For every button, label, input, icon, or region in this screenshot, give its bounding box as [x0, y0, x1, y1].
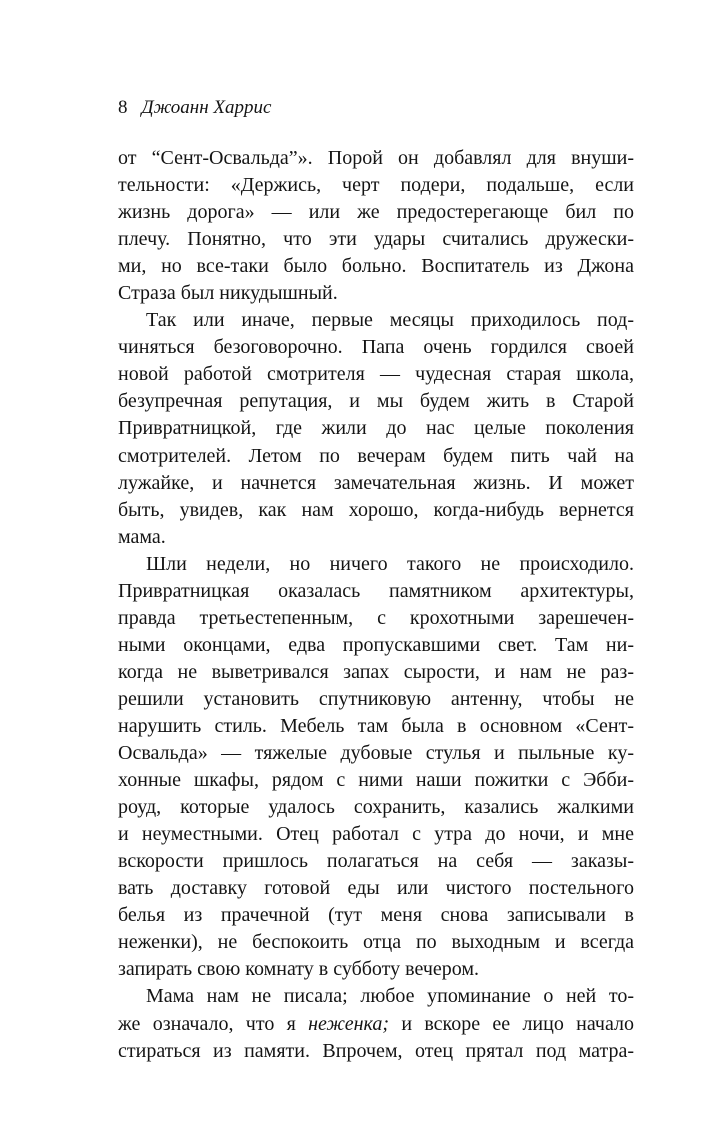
text-segment: вскорости пришлось полагаться на себя — заказы-: [118, 850, 634, 873]
text-line: [118, 415, 634, 442]
text-segment: плечу. Понятно, что эти удары считались дружески-: [118, 228, 634, 251]
text-line: [118, 145, 634, 172]
italic-text: неженка;: [308, 1012, 390, 1035]
text-segment: безупречная репутация, и мы будем жить в Старой: [118, 390, 634, 413]
text-segment: белья из прачечной (тут меня снова записывали в: [118, 904, 634, 927]
text-segment: стираться из памяти. Впрочем, отец прятал под матра-: [118, 1039, 634, 1062]
text-line: [118, 470, 634, 497]
text-segment: Страза был никудышный.: [118, 282, 338, 305]
text-line: [118, 659, 634, 686]
text-line: [118, 497, 634, 524]
text-segment: жизнь дорога» — или же предостерегающе бил по: [118, 201, 634, 224]
text-line: [118, 605, 634, 632]
text-segment: роуд, которые удалось сохранить, казались жалкими: [118, 796, 634, 819]
text-line: [118, 821, 634, 848]
text-line: [118, 983, 634, 1010]
text-line: [118, 199, 634, 226]
text-segment: хонные шкафы, рядом с ними наши пожитки с Эбби-: [118, 769, 634, 792]
text-line: [118, 767, 634, 794]
text-line: [118, 578, 634, 605]
text-line: [118, 875, 634, 902]
paragraph: [118, 307, 634, 550]
text-segment: и неуместными. Отец работал с утра до ночи, и мне: [118, 823, 634, 846]
text-segment: Освальда» — тяжелые дубовые стулья и пыльные ку-: [118, 742, 634, 765]
text-segment: тельности: «Держись, черт подери, подальше, если: [118, 174, 634, 197]
text-segment: вать доставку готовой еды или чистого постельного: [118, 877, 634, 900]
text-line: [118, 388, 634, 415]
page-number: 8: [118, 97, 128, 118]
text-segment: мама.: [118, 525, 166, 548]
text-segment: решили установить спутниковую антенну, чтобы не: [118, 687, 634, 710]
text-line: [118, 226, 634, 253]
text-segment: Мама нам не писала; любое упоминание о ней то-: [146, 985, 634, 1008]
paragraph: [118, 551, 634, 984]
body-text: [118, 145, 634, 1065]
text-line: [118, 307, 634, 334]
text-segment: чиняться безоговорочно. Папа очень гордился своей: [118, 336, 634, 359]
text-segment: нарушить стиль. Мебель там была в основном «Сент-: [118, 714, 634, 737]
text-segment: Шли недели, но ничего такого не происходило.: [146, 552, 634, 575]
text-segment: Так или иначе, первые месяцы приходилось под-: [146, 309, 634, 332]
text-line: [118, 443, 634, 470]
text-segment: запирать свою комнату в субботу вечером.: [118, 958, 480, 981]
text-line: [118, 280, 634, 307]
text-line: [118, 172, 634, 199]
text-segment: от “Сент-Освальда”». Порой он добавлял для внуши-: [118, 147, 634, 169]
text-line: [118, 713, 634, 740]
running-head: [118, 96, 271, 120]
text-line: [118, 632, 634, 659]
text-line: [118, 740, 634, 767]
text-line: [118, 253, 634, 280]
text-segment: правда третьестепенным, с крохотными зарешечен-: [118, 606, 634, 629]
text-segment: лужайке, и начнется замечательная жизнь. И может: [118, 471, 634, 494]
text-line: [118, 551, 634, 578]
text-segment: быть, увидев, как нам хорошо, когда-нибудь вернется: [118, 498, 634, 521]
text-line: [118, 686, 634, 713]
text-line: [118, 334, 634, 361]
text-line: [118, 956, 634, 983]
paragraph: [118, 145, 634, 307]
text-line: [118, 794, 634, 821]
text-segment: неженки), не беспокоить отца по выходным и всегда: [118, 931, 634, 954]
text-segment: когда не выветривался запах сырости, и нам не раз-: [118, 660, 634, 683]
text-segment: и вскоре ее лицо начало: [389, 1012, 634, 1035]
paragraph: [118, 983, 634, 1064]
text-segment: же означало, что я: [118, 1012, 309, 1035]
text-line: [118, 1038, 634, 1065]
text-line: [118, 848, 634, 875]
running-head-author: Джоанн Харрис: [141, 97, 272, 118]
text-line: [118, 902, 634, 929]
text-line: [118, 1011, 634, 1038]
text-line: [118, 361, 634, 388]
text-segment: новой работой смотрителя — чудесная старая школа,: [118, 363, 634, 386]
text-segment: Привратницкой, где жили до нас целые поколения: [118, 417, 634, 440]
text-segment: Привратницкая оказалась памятником архитектуры,: [118, 579, 634, 602]
text-line: [118, 524, 634, 551]
text-segment: смотрителей. Летом по вечерам будем пить чай на: [118, 444, 634, 467]
text-line: [118, 929, 634, 956]
text-segment: ми, но все-таки было больно. Воспитатель из Джона: [118, 255, 634, 278]
text-segment: ными оконцами, едва пропускавшими свет. Там ни-: [118, 633, 634, 656]
